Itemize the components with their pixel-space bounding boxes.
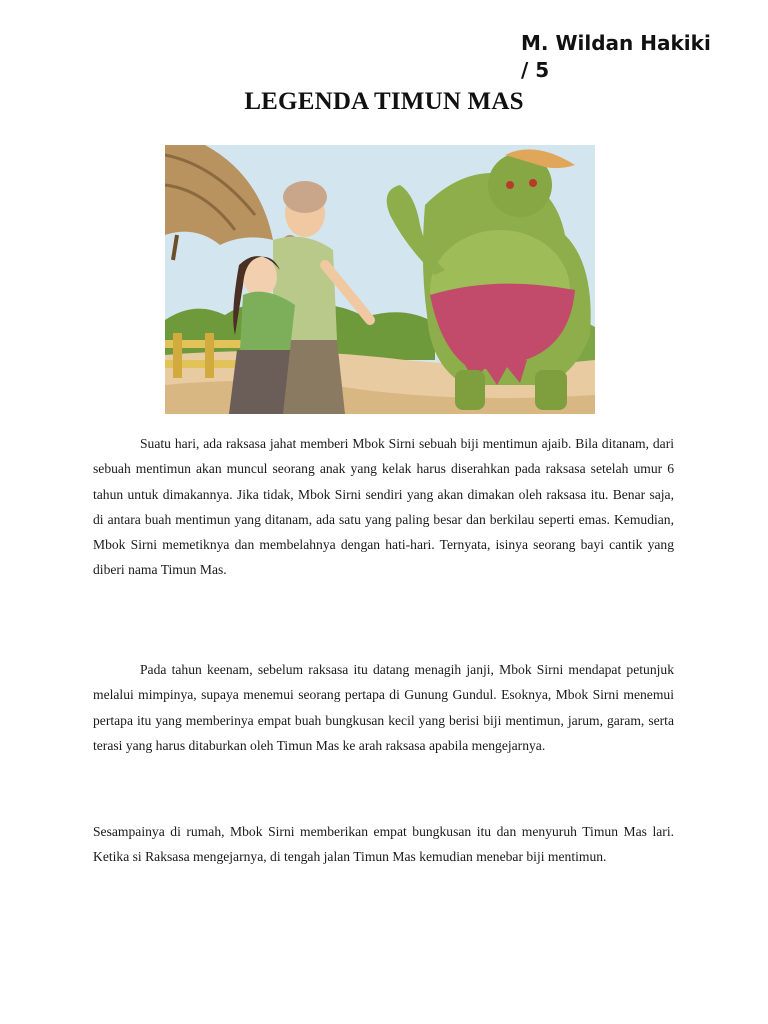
document-title: LEGENDA TIMUN MAS [244, 88, 524, 115]
author-number: / 5 [521, 58, 550, 82]
story-illustration [165, 145, 595, 414]
author-name: M. Wildan Hakiki [521, 31, 711, 55]
story-paragraph: Sesampainya di rumah, Mbok Sirni memberikan empat bungkusan itu dan menyuruh Timun Mas lari. Ketika si Raksasa mengejarnya, di tengah jalan Timun Mas kemudian menebar biji mentimun. [93, 824, 674, 865]
story-paragraph: Suatu hari, ada raksasa jahat memberi Mbok Sirni sebuah biji mentimun ajaib. Bila ditanam, dari sebuah mentimun akan muncul seorang anak yang kelak harus diserahkan pada raksasa setelah umur 6 tahun untuk dimakannya. Jika tidak, Mbok Sirni sendiri yang akan dimakan oleh raksasa itu. Benar saja, di antara buah mentimun yang ditanam, ada satu yang paling besar dan berkilau seperti emas. Kemudian, Mbok Sirni memetiknya dan membelahnya dengan hati-hari. Ternyata, isinya seorang bayi cantik yang diberi nama Timun Mas. [93, 436, 674, 578]
timun-mas-story-illustration [165, 145, 595, 414]
story-paragraph: Pada tahun keenam, sebelum raksasa itu datang menagih janji, Mbok Sirni mendapat petunjuk melalui mimpinya, supaya menemui seorang pertapa di Gunung Gundul. Esoknya, Mbok Sirni menemui pertapa itu yang memberinya empat buah bungkusan kecil yang berisi biji mentimun, jarum, garam, serta terasi yang harus ditaburkan oleh Timun Mas ke arah raksasa apabila mengejarnya. [93, 662, 674, 753]
author-info [521, 30, 721, 84]
